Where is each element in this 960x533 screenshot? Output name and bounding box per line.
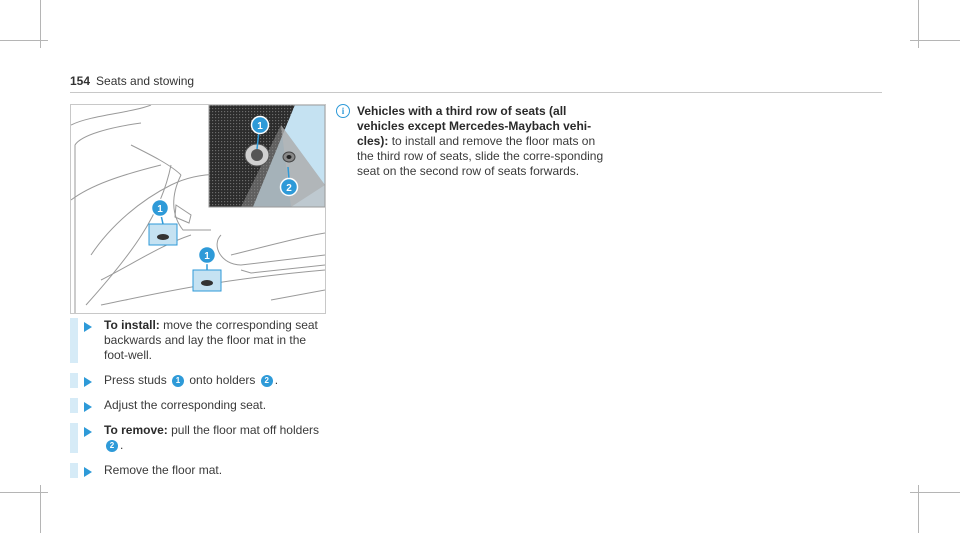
crop-mark xyxy=(0,40,48,41)
arrow-right-icon xyxy=(84,322,92,332)
callout-badge xyxy=(281,179,298,196)
step-bar xyxy=(70,373,78,388)
arrow-right-icon xyxy=(84,427,92,437)
floor-mat-illustration xyxy=(70,104,326,314)
instruction-step xyxy=(70,318,330,363)
step-text xyxy=(104,463,222,478)
instruction-step xyxy=(70,373,330,388)
info-note-text xyxy=(357,104,606,179)
header-divider xyxy=(70,92,882,93)
callout-badge xyxy=(152,200,169,217)
svg-text:2: 2 xyxy=(286,183,292,194)
svg-text:1: 1 xyxy=(204,251,210,262)
step-text-part: Adjust the corresponding seat. xyxy=(104,398,267,412)
step-text-part: Remove the floor mat. xyxy=(104,463,223,477)
callout-badge xyxy=(199,247,216,264)
callout-badge: 2 xyxy=(106,440,118,452)
instruction-steps xyxy=(70,318,330,488)
info-note-heading: Vehicles with a third row of seats (all vehicles except Mercedes-Maybach vehi-cles): xyxy=(357,104,592,148)
page-number: 154 xyxy=(70,74,91,88)
step-text-part: pull the floor mat off holders xyxy=(167,423,319,437)
step-bar xyxy=(70,318,78,363)
step-label: To remove: xyxy=(104,423,168,437)
arrow-right-icon xyxy=(84,402,92,412)
step-text-part: move the corresponding seat backwards and lay the floor mat in the foot-well. xyxy=(104,318,318,362)
step-text-part: Press studs xyxy=(104,373,171,387)
page-header xyxy=(70,74,194,88)
callout-badge xyxy=(252,117,269,134)
step-label: To install: xyxy=(104,318,160,332)
step-bar xyxy=(70,398,78,413)
step-text xyxy=(104,373,278,388)
step-bar xyxy=(70,423,78,453)
callout-badge: 2 xyxy=(261,375,273,387)
crop-mark xyxy=(910,492,960,493)
svg-text:1: 1 xyxy=(157,204,163,215)
instruction-step xyxy=(70,423,330,453)
info-icon: i xyxy=(336,104,350,118)
crop-mark xyxy=(0,492,48,493)
instruction-step xyxy=(70,463,330,478)
svg-text:1: 1 xyxy=(257,121,263,132)
instruction-step xyxy=(70,398,330,413)
step-text-part: onto holders xyxy=(186,373,259,387)
step-text-part: . xyxy=(120,438,124,452)
arrow-right-icon xyxy=(84,377,92,387)
callout-badge: 1 xyxy=(172,375,184,387)
crop-mark xyxy=(910,40,960,41)
info-note-body: to install and remove the floor mats on the third row of seats, slide the corre-sponding seat on the second row of seats forwards. xyxy=(357,134,604,178)
step-text xyxy=(104,398,266,413)
section-title: Seats and stowing xyxy=(96,74,195,88)
step-bar xyxy=(70,463,78,478)
arrow-right-icon xyxy=(84,467,92,477)
step-text-part: . xyxy=(274,373,279,387)
step-text xyxy=(104,423,330,453)
info-note xyxy=(336,104,606,179)
step-text xyxy=(104,318,330,363)
